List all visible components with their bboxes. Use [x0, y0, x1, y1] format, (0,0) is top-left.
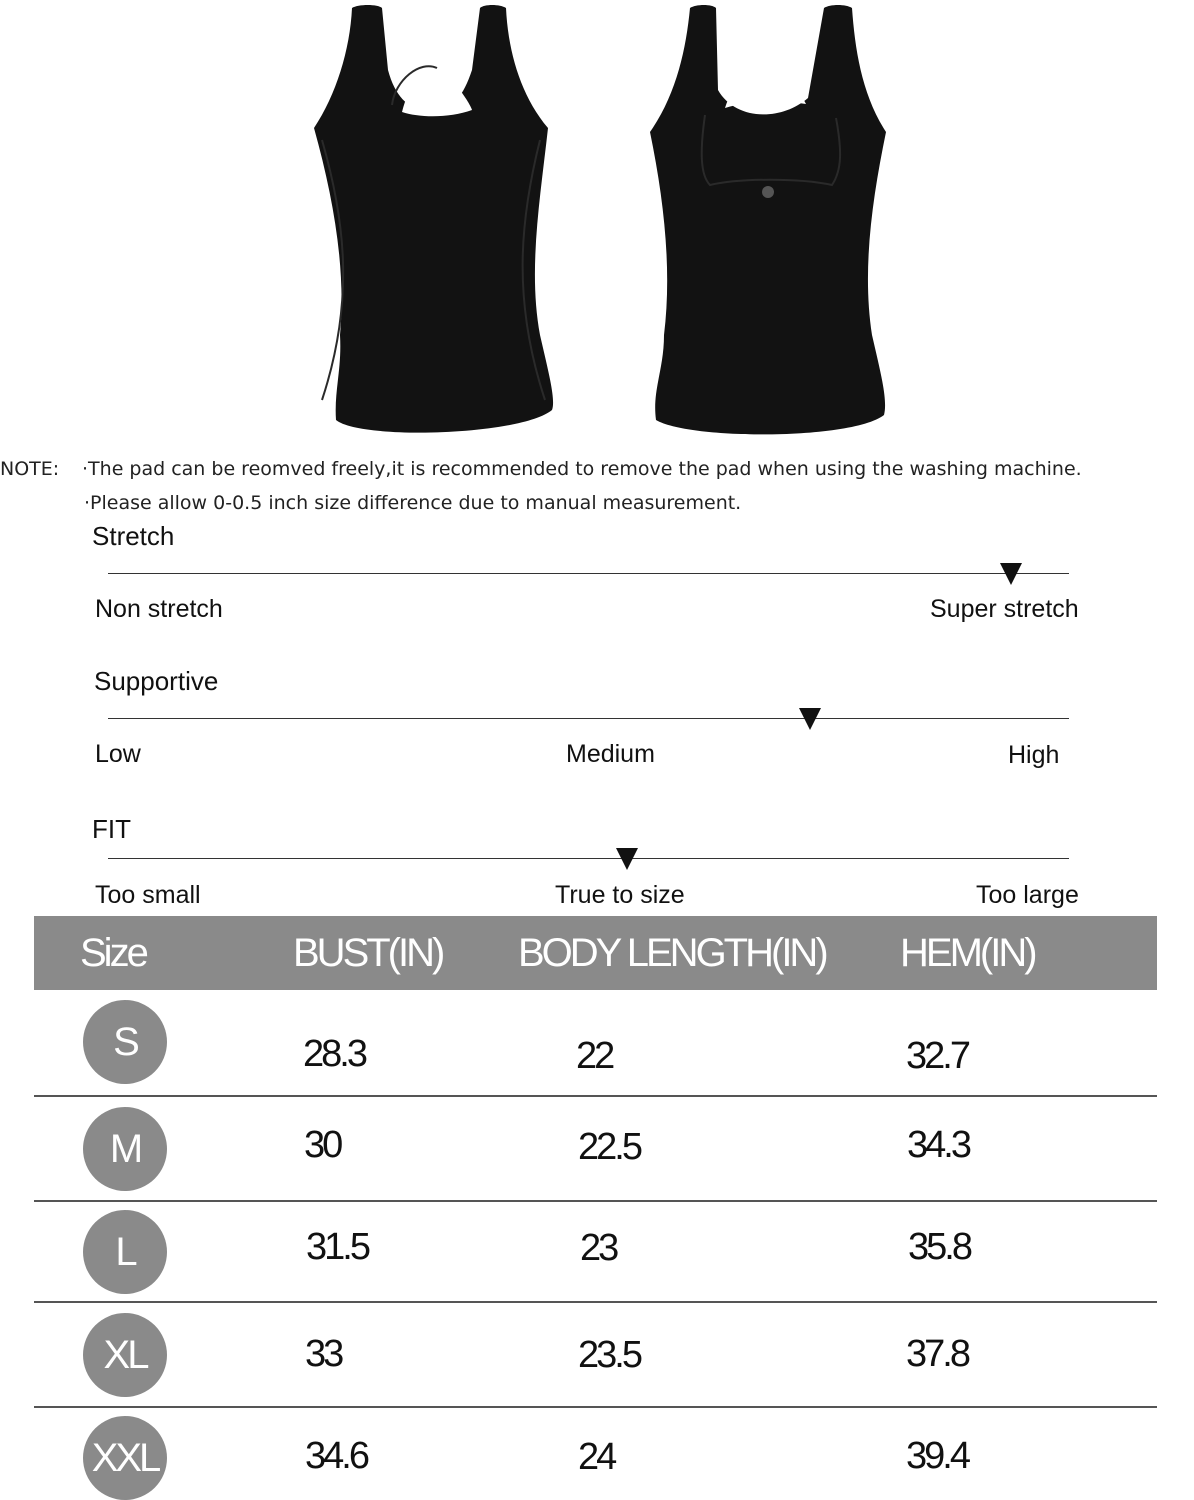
- hem-m: 34.3: [907, 1124, 969, 1166]
- fit-title: FIT: [92, 814, 131, 844]
- fit-label-true: True to size: [555, 881, 685, 909]
- header-body-length: BODY LENGTH(IN): [518, 931, 826, 975]
- bust-m: 30: [304, 1124, 341, 1166]
- product-images: [0, 0, 1194, 445]
- size-badge-l: L: [83, 1210, 167, 1294]
- supportive-scale-line: [108, 718, 1069, 719]
- note-line-1: ·The pad can be reomved freely,it is recommended to remove the pad when using the washing machine.: [82, 458, 1082, 480]
- fit-label-small: Too small: [95, 881, 201, 909]
- hem-s: 32.7: [906, 1035, 968, 1077]
- bust-s: 28.3: [303, 1033, 365, 1075]
- size-badge-xxl: XXL: [83, 1416, 167, 1500]
- row-divider: [34, 1095, 1157, 1097]
- stretch-title: Stretch: [92, 521, 175, 551]
- bust-xxl: 34.6: [305, 1435, 367, 1477]
- supportive-title: Supportive: [94, 666, 219, 696]
- stretch-scale-line: [108, 573, 1069, 574]
- row-divider: [34, 1301, 1157, 1303]
- note-line-2: ·Please allow 0-0.5 inch size difference due to manual measurement.: [84, 492, 742, 514]
- header-bust: BUST(IN): [293, 931, 443, 975]
- supportive-label-high: High: [1008, 741, 1060, 769]
- size-table-header: [34, 916, 1157, 990]
- length-l: 23: [580, 1227, 617, 1269]
- length-xl: 23.5: [578, 1334, 640, 1376]
- size-badge-s: S: [83, 1000, 167, 1084]
- bust-xl: 33: [305, 1333, 342, 1375]
- fit-scale-line: [108, 858, 1069, 859]
- hem-xl: 37.8: [906, 1333, 968, 1375]
- hem-xxl: 39.4: [906, 1435, 968, 1477]
- row-divider: [34, 1200, 1157, 1202]
- header-size: Size: [80, 931, 146, 975]
- supportive-marker: [799, 708, 821, 730]
- length-m: 22.5: [578, 1126, 640, 1168]
- tank-top-front-image: [314, 5, 553, 433]
- size-badge-m: M: [83, 1107, 167, 1191]
- length-xxl: 24: [578, 1436, 615, 1478]
- supportive-label-medium: Medium: [566, 740, 655, 768]
- tank-top-back-image: [650, 5, 886, 434]
- fit-marker: [616, 848, 638, 870]
- hem-l: 35.8: [908, 1226, 970, 1268]
- stretch-marker: [1000, 563, 1022, 585]
- header-hem: HEM(IN): [900, 931, 1035, 975]
- logo-icon: [762, 186, 774, 198]
- note-label: NOTE:: [0, 458, 60, 480]
- stretch-label-low: Non stretch: [95, 595, 223, 623]
- supportive-label-low: Low: [95, 740, 141, 768]
- row-divider: [34, 1406, 1157, 1408]
- length-s: 22: [576, 1035, 613, 1077]
- size-badge-xl: XL: [83, 1313, 167, 1397]
- bust-l: 31.5: [306, 1226, 368, 1268]
- fit-label-large: Too large: [976, 881, 1079, 909]
- stretch-label-high: Super stretch: [930, 595, 1079, 623]
